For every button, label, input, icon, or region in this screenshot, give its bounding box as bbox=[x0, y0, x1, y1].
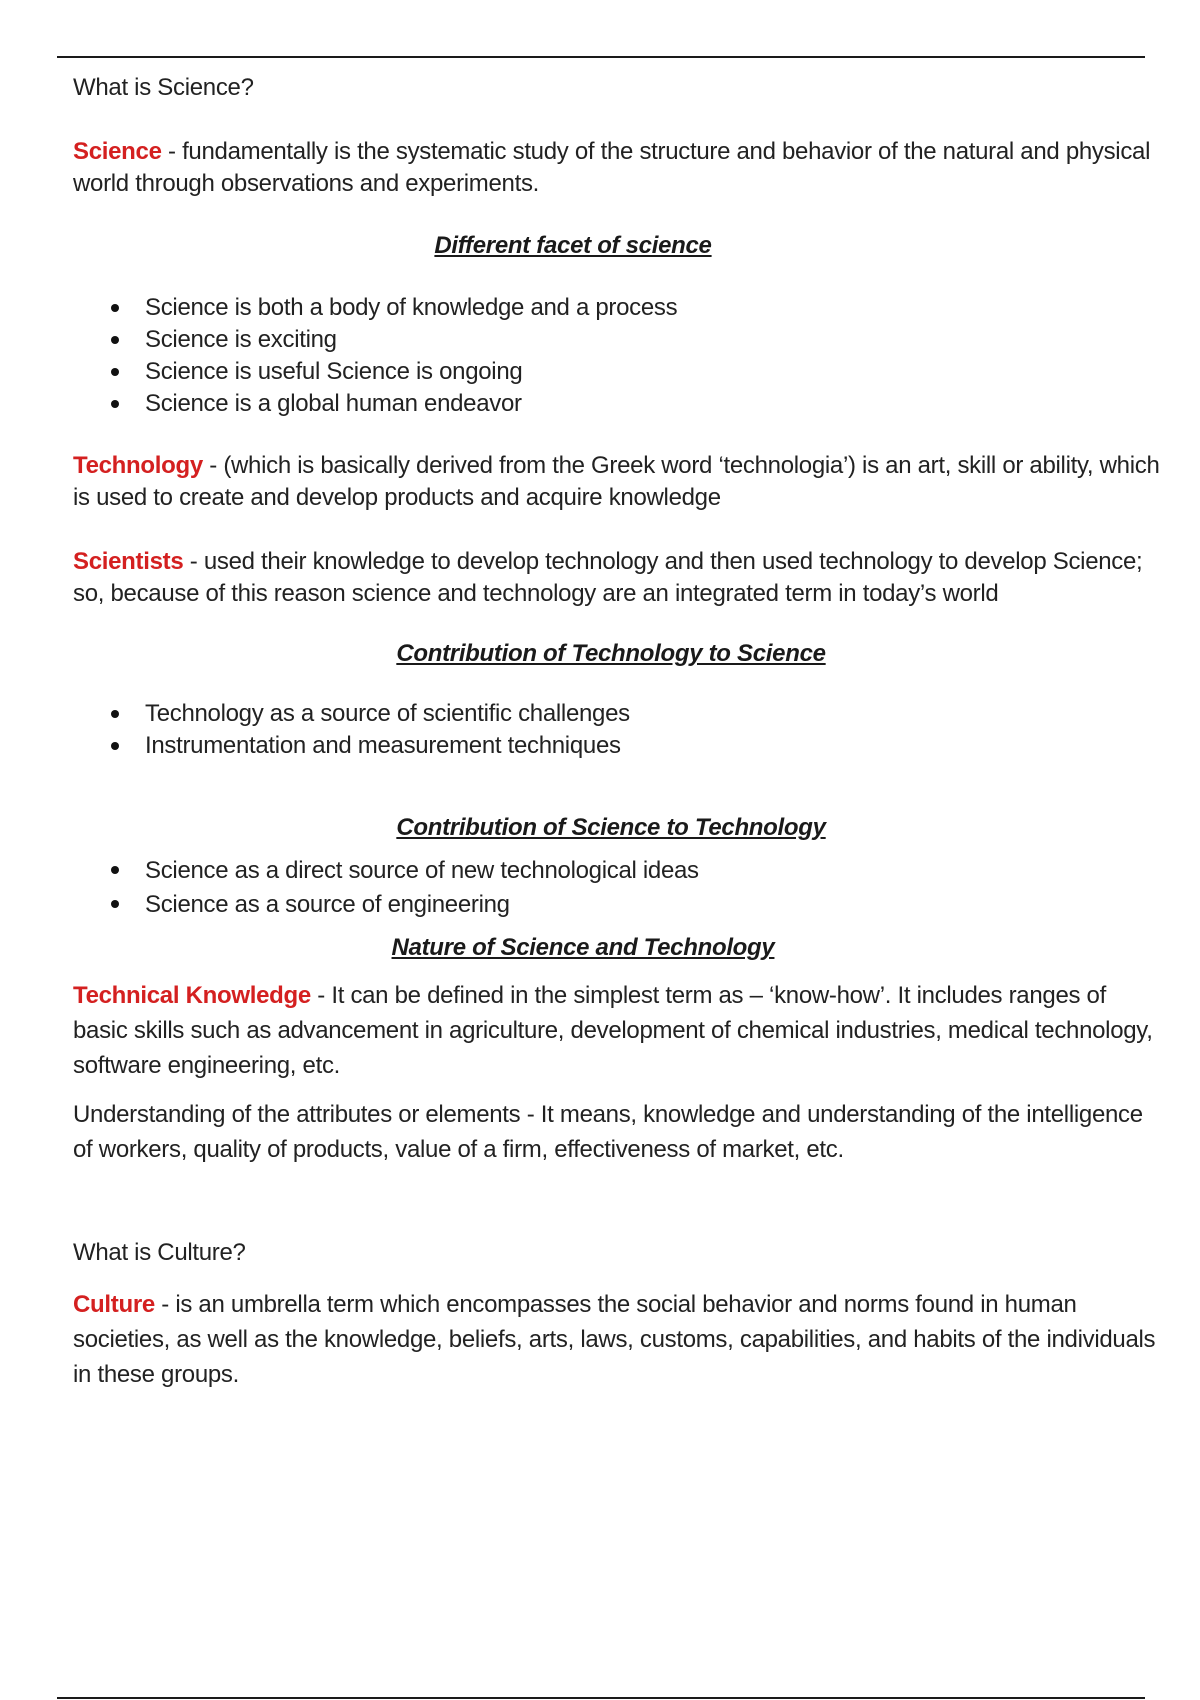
science-to-tech-list bbox=[73, 854, 1163, 922]
list-item: Technology as a source of scientific challenges bbox=[145, 698, 1163, 730]
term-technical-knowledge: Technical Knowledge bbox=[73, 982, 311, 1009]
understanding-paragraph: Understanding of the attributes or elements - It means, knowledge and understanding of the intelligence of workers, quality of products, value of a firm, effectiveness of market, etc. bbox=[73, 1101, 1143, 1163]
facets-list bbox=[73, 292, 1163, 420]
list-item: Science is exciting bbox=[145, 324, 1163, 356]
heading-different-facet: Different facet of science bbox=[434, 232, 712, 259]
scientists-definition-text: - used their knowledge to develop technology and then used technology to develop Science; so, because of this reason science and technology are an integrated term in today’s world bbox=[73, 548, 1143, 607]
term-technology: Technology bbox=[73, 452, 203, 479]
top-rule bbox=[57, 56, 1145, 58]
technical-knowledge-definition bbox=[73, 978, 1163, 1083]
heading-tech-to-science: Contribution of Technology to Science bbox=[396, 640, 826, 667]
science-definition-text: - fundamentally is the systematic study of the structure and behavior of the natural and physical world through observations and experiments. bbox=[73, 138, 1151, 197]
culture-definition bbox=[73, 1287, 1163, 1392]
scientists-definition bbox=[73, 546, 1163, 610]
technical-knowledge-text: - It can be defined in the simplest term as – ‘know-how’. It includes ranges of basic skills such as advancement in agriculture, development of chemical industries, medical technology, software engineering, etc. bbox=[73, 982, 1153, 1079]
science-question: What is Science? bbox=[73, 74, 254, 101]
list-item: Science is both a body of knowledge and a process bbox=[145, 292, 1163, 324]
term-culture: Culture bbox=[73, 1291, 155, 1318]
science-definition bbox=[73, 136, 1163, 200]
term-scientists: Scientists bbox=[73, 548, 184, 575]
list-item: Science is useful Science is ongoing bbox=[145, 356, 1163, 388]
term-science: Science bbox=[73, 138, 162, 165]
document-page bbox=[73, 72, 1163, 1392]
culture-question: What is Culture? bbox=[73, 1239, 246, 1266]
list-item: Science as a direct source of new technological ideas bbox=[145, 854, 1163, 888]
heading-science-to-tech: Contribution of Science to Technology bbox=[396, 814, 826, 841]
list-item: Instrumentation and measurement techniques bbox=[145, 730, 1163, 762]
technology-definition-text: - (which is basically derived from the Greek word ‘technologia’) is an art, skill or ability, which is used to create and develop products and acquire knowledge bbox=[73, 452, 1160, 511]
culture-definition-text: - is an umbrella term which encompasses the social behavior and norms found in human societies, as well as the knowledge, beliefs, arts, laws, customs, capabilities, and habits of the individuals in these groups. bbox=[73, 1291, 1156, 1388]
list-item: Science is a global human endeavor bbox=[145, 388, 1163, 420]
tech-to-science-list bbox=[73, 698, 1163, 762]
bottom-rule bbox=[57, 1697, 1145, 1699]
list-item: Science as a source of engineering bbox=[145, 888, 1163, 922]
technology-definition bbox=[73, 450, 1163, 514]
heading-nature: Nature of Science and Technology bbox=[391, 934, 775, 961]
